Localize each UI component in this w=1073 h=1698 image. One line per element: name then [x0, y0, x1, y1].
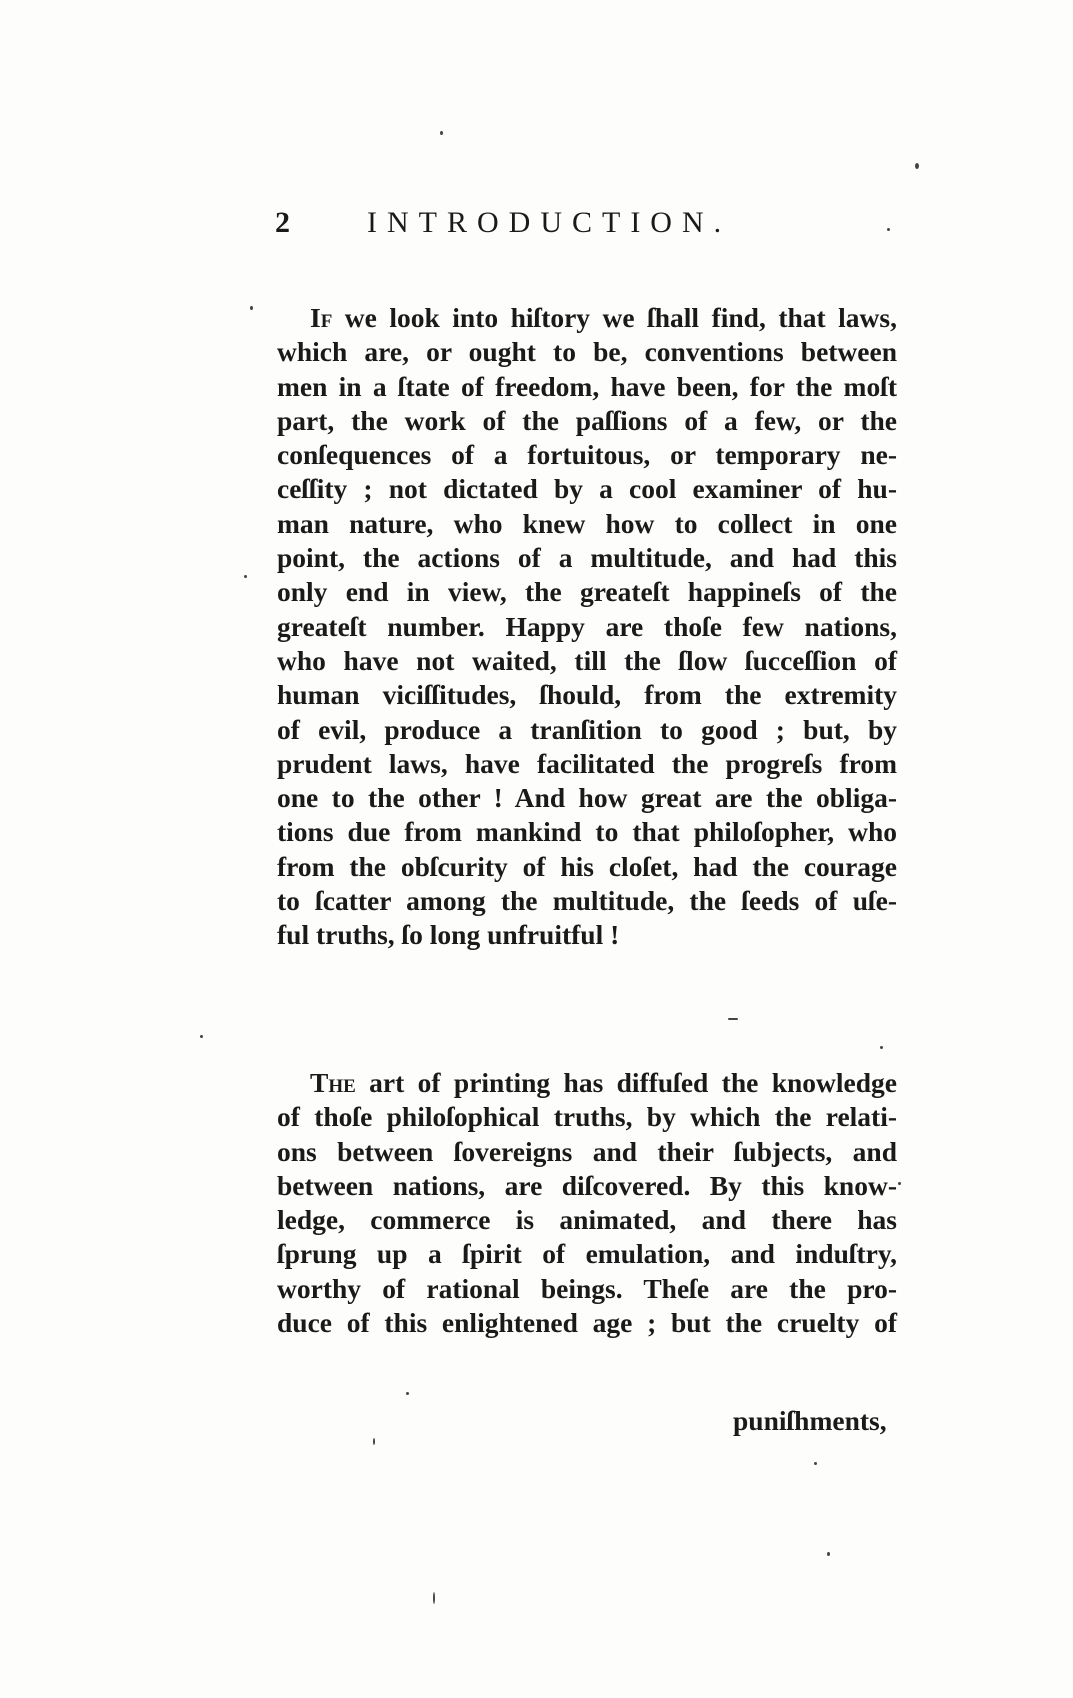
- scan-speck: [406, 1392, 409, 1395]
- paragraph-line: who have not waited, till the ſlow ſucceſſion of: [277, 644, 897, 676]
- scan-speck: [898, 1182, 901, 1185]
- paragraph-line: one to the other ! And how great are the obliga-: [277, 782, 897, 814]
- small-caps-lead: The: [310, 1067, 356, 1098]
- page-number: 2: [275, 206, 290, 239]
- paragraph-1: [277, 301, 897, 953]
- scan-speck: [244, 575, 247, 578]
- paragraph-line: part, the work of the paſſions of a few, or the: [277, 404, 897, 436]
- paragraph-line: from the obſcurity of his cloſet, had the courage: [277, 850, 897, 882]
- paragraph-line: ledge, commerce is animated, and there has: [277, 1204, 897, 1236]
- running-head: INTRODUCTION.: [367, 206, 732, 239]
- paragraph-line: ſprung up a ſpirit of emulation, and induſtry,: [277, 1238, 897, 1270]
- paragraph-line: which are, or ought to be, conventions between: [277, 336, 897, 368]
- paragraph-line: [277, 301, 897, 335]
- scan-speck: [728, 1018, 738, 1020]
- page-header: [275, 203, 835, 243]
- catchword: puniſhments,: [733, 1405, 887, 1436]
- paragraph-line: men in a ſtate of freedom, have been, for the moſt: [277, 370, 897, 402]
- paragraph-line: [277, 1066, 897, 1100]
- scan-speck: [880, 1046, 883, 1049]
- scan-speck: [433, 1592, 435, 1604]
- scan-speck: [915, 163, 919, 169]
- paragraph-line: worthy of rational beings. Theſe are the pro-: [277, 1272, 897, 1304]
- scan-speck: [814, 1462, 817, 1465]
- paragraph-line: conſequences of a fortuitous, or temporary ne-: [277, 439, 897, 471]
- scan-speck: [827, 1552, 830, 1556]
- scan-speck: [200, 1035, 203, 1038]
- paragraph-line: duce of this enlightened age ; but the cruelty of: [277, 1307, 897, 1339]
- scan-speck: [373, 1438, 375, 1445]
- paragraph-line: of thoſe philoſophical truths, by which the relati-: [277, 1101, 897, 1133]
- scan-speck: [440, 131, 443, 135]
- paragraph-line: between nations, are diſcovered. By this know-: [277, 1169, 897, 1201]
- line-text: we look into hiſtory we ſhall find, that laws,: [332, 302, 897, 333]
- paragraph-last-line: ful truths, ſo long unfruitful !: [277, 919, 620, 951]
- paragraph-2: [277, 1066, 897, 1340]
- paragraph-line: of evil, produce a tranſition to good ; but, by: [277, 713, 897, 745]
- paragraph-line: ceſſity ; not dictated by a cool examiner of hu-: [277, 473, 897, 505]
- paragraph-line: greateſt number. Happy are thoſe few nations,: [277, 610, 897, 642]
- small-caps-lead: If: [310, 302, 333, 333]
- paragraph-line: prudent laws, have facilitated the progreſs from: [277, 747, 897, 779]
- line-text: art of printing has diffuſed the knowledge: [355, 1067, 897, 1098]
- scan-speck: [250, 306, 253, 310]
- paragraph-line: ons between ſovereigns and their ſubjects, and: [277, 1135, 897, 1167]
- paragraph-line: human viciſſitudes, ſhould, from the extremity: [277, 679, 897, 711]
- paragraph-line: point, the actions of a multitude, and had this: [277, 542, 897, 574]
- paragraph-line: man nature, who knew how to collect in one: [277, 507, 897, 539]
- paragraph-line: to ſcatter among the multitude, the ſeeds of uſe-: [277, 885, 897, 917]
- paragraph-line: only end in view, the greateſt happineſs of the: [277, 576, 897, 608]
- paragraph-line: tions due from mankind to that philoſopher, who: [277, 816, 897, 848]
- scan-speck: [887, 228, 890, 231]
